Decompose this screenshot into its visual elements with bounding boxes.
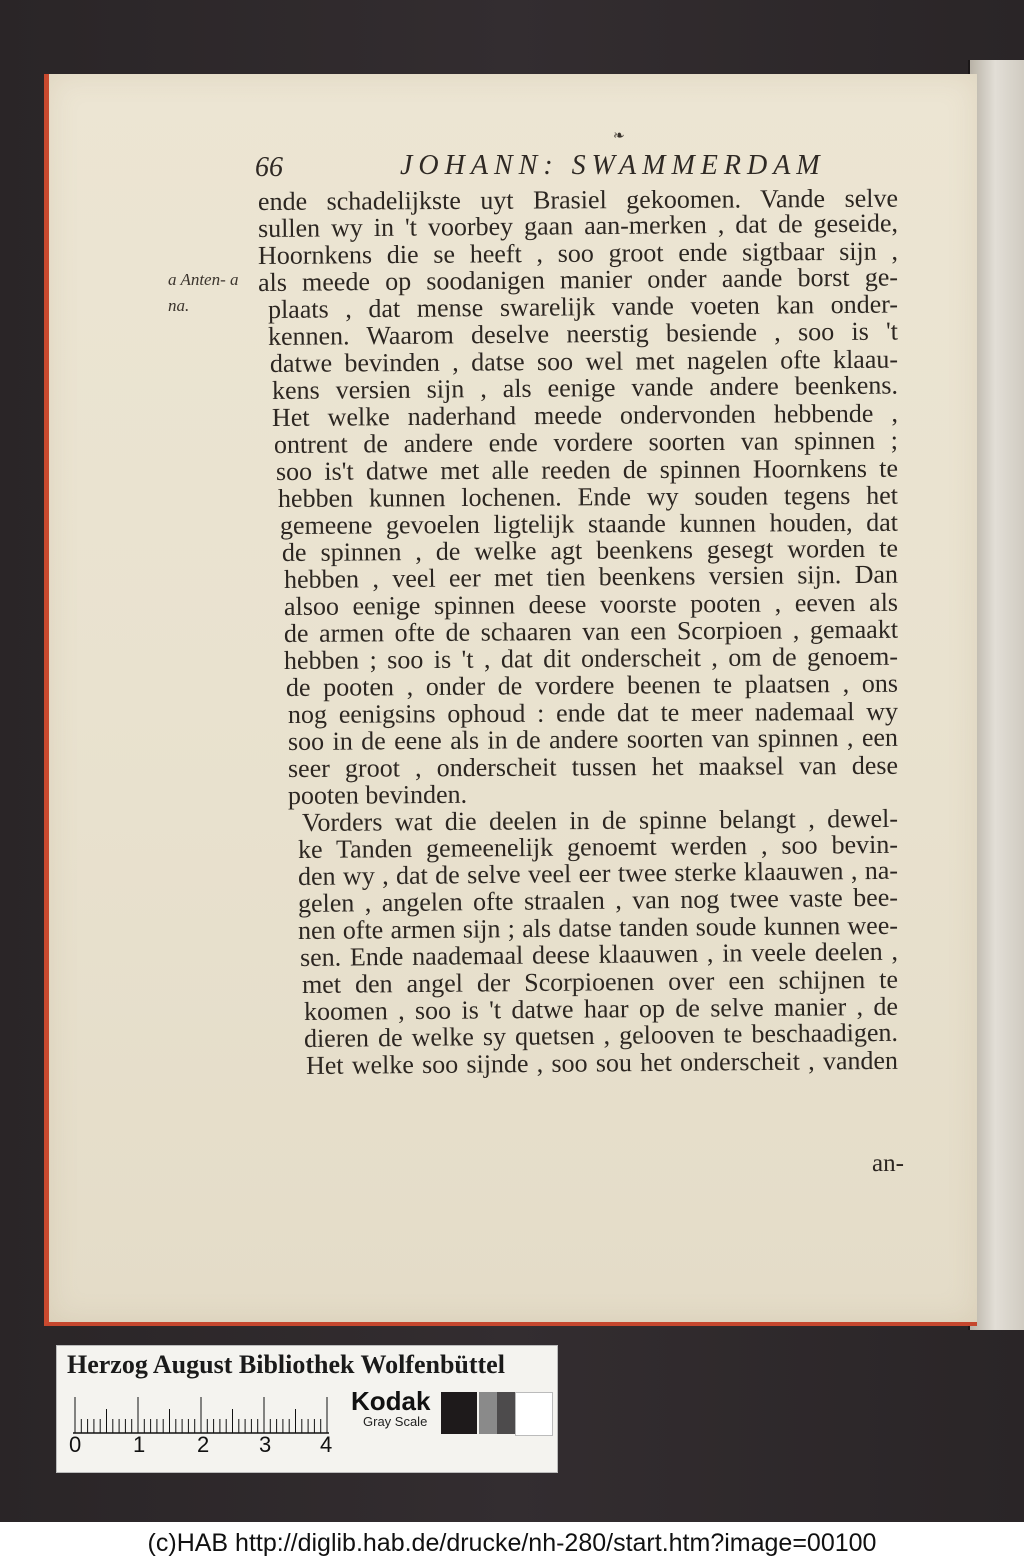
page-number: 66	[255, 152, 283, 183]
library-color-card	[56, 1345, 558, 1473]
text-line: datwe bevinden , datse soo wel met nagelen ofte klaau-	[269, 344, 899, 378]
text-line: gelen , angelen ofte straalen , van nog twee vaste bee-	[297, 882, 899, 918]
ruler-label: 3	[259, 1432, 272, 1457]
text-line: plaats , dat mense swarelijk vande voeten kan onder-	[267, 289, 899, 324]
text-line: de spinnen , de welke agt beenkens gesegt worden te	[281, 533, 899, 567]
text-line: nog eenigsins ophoud : ende dat te meer nademaal wy	[287, 696, 899, 729]
text-line: nen ofte armen sijn ; als datse tanden soude kunnen wee-	[297, 910, 899, 945]
gray-swatch	[497, 1392, 515, 1434]
copyright-footer: (c)HAB http://diglib.hab.de/drucke/nh-280/start.htm?image=00100	[0, 1522, 1024, 1564]
text-line: Hoornkens die se heeft , soo groot ende sigtbaar sijn ,	[257, 236, 899, 270]
scale-ruler	[73, 1394, 333, 1434]
text-line: alsoo eenige spinnen deese voorste pooten , eeven als	[283, 587, 899, 621]
text-line: de pooten , onder de vordere beenen te plaatsen , ons	[285, 668, 899, 702]
gray-scale-label: Gray Scale	[363, 1414, 428, 1429]
text-line: hebben , veel eer met tien beenkens versien sijn. Dan	[283, 559, 899, 594]
text-line: soo is't datwe met alle reeden de spinnen Hoornkens te	[275, 453, 899, 486]
margin-note: a Anten- a	[168, 270, 239, 289]
text-line: als meede op soodanigen manier onder aande borst ge-	[257, 262, 899, 297]
ruler-label: 2	[197, 1432, 210, 1457]
text-line: koomen , soo is 't datwe haar op de selve manier , de	[303, 991, 899, 1026]
text-line: sen. Ende naademaal deese klaauwen , in veele deelen ,	[299, 936, 899, 972]
text-line: dieren de welke sy quetsen , gelooven te beschaadigen.	[303, 1017, 899, 1053]
text-line: hebben ; soo is 't , dat dit onderscheit , om de genoem-	[283, 641, 899, 675]
text-line: kennen. Waarom deselve neerstig besiende , soo is 't	[267, 316, 899, 351]
library-name: Herzog August Bibliothek Wolfenbüttel	[67, 1350, 505, 1379]
ruler-label: 0	[69, 1432, 82, 1457]
text-line: kens versien sijn , als eenige vande andere beenkens.	[271, 370, 899, 405]
ruler-label: 4	[320, 1432, 333, 1457]
text-line: met den angel der Scorpioenen over een schijnen te	[301, 964, 899, 999]
running-head: JOHANN: SWAMMERDAM	[400, 150, 826, 181]
text-line: Het welke naderhand meede ondervonden hebbende ,	[271, 398, 899, 432]
text-line: hebben kunnen lochenen. Ende wy souden tegens het	[277, 480, 899, 513]
text-line: Het welke soo sijnde , soo sou het onderscheit , vanden	[305, 1045, 899, 1080]
text-line: de armen ofte de schaaren van een Scorpioen , gemaakt	[283, 614, 899, 648]
text-line: den wy , dat de selve veel eer twee sterke klaauwen , na-	[297, 855, 899, 891]
text-line: ende schadelijkste uyt Brasiel gekoomen. Vande selve	[257, 183, 899, 216]
gray-swatch	[441, 1392, 477, 1434]
catchword: an-	[872, 1150, 904, 1177]
gray-swatch	[515, 1392, 553, 1436]
text-line: ke Tanden gemeenelijk genoemt werden , soo bevin-	[297, 829, 899, 864]
text-line: pooten bevinden.	[287, 779, 468, 810]
text-line: seer groot , onderscheit tussen het maaksel van dese	[287, 750, 899, 783]
header-ornament: ❧	[613, 129, 625, 144]
text-line: sullen wy in 't voorbey gaan aan-merken , dat de geseide,	[257, 208, 899, 243]
kodak-logo: Kodak	[351, 1386, 431, 1416]
text-line: Vorders wat die deelen in de spinne belangt , dewel-	[301, 803, 899, 837]
margin-note: na.	[168, 296, 190, 315]
page-header	[255, 146, 826, 190]
text-line: soo in de eene als in de andere soorten van spinnen , een	[287, 722, 899, 756]
body-text	[257, 183, 918, 1080]
text-line: ontrent de andere ende vordere soorten van spinnen ;	[273, 425, 899, 459]
ruler-label: 1	[133, 1432, 146, 1457]
text-line: gemeene gevoelen ligtelijk staande kunnen houden, dat	[279, 507, 899, 540]
